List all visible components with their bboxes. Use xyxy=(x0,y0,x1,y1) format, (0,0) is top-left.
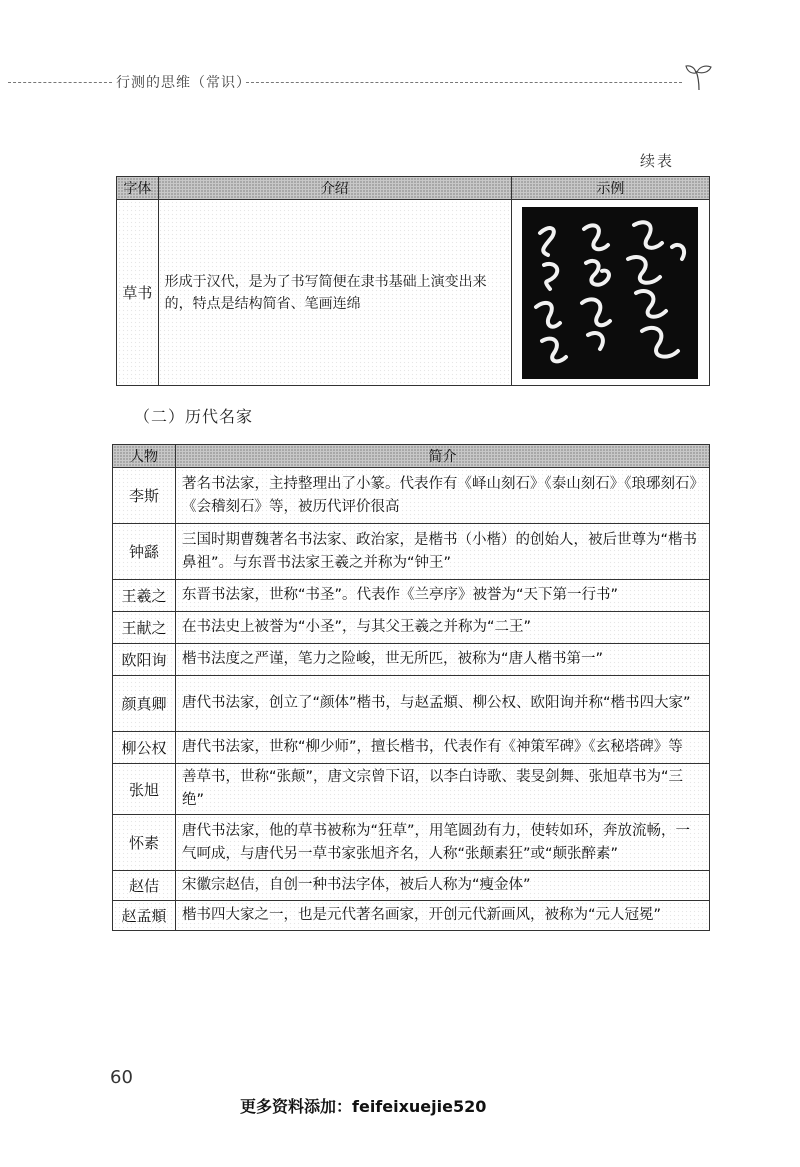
person-name: 赵佶 xyxy=(113,871,176,901)
example-cell xyxy=(511,200,709,386)
script-type-table xyxy=(116,176,710,386)
script-intro: 形成于汉代，是为了书写简便在隶书基础上演变出来的，特点是结构简省、笔画连绵 xyxy=(158,200,511,386)
table-row xyxy=(113,676,710,732)
footer-note: 更多资料添加：feifeixuejie520 xyxy=(240,1097,487,1116)
section-title: （二）历代名家 xyxy=(134,407,254,426)
column-header-script: 字体 xyxy=(117,177,159,200)
person-bio: 宋徽宗赵佶，自创一种书法字体，被后人称为“瘦金体” xyxy=(176,871,710,901)
table-row xyxy=(113,901,710,931)
table-header-row xyxy=(117,177,710,200)
running-header xyxy=(0,64,800,104)
person-bio: 楷书法度之严谨，笔力之险峻，世无所匹，被称为“唐人楷书第一” xyxy=(176,644,710,676)
person-bio: 唐代书法家，世称“柳少师”，擅长楷书，代表作有《神策军碑》《玄秘塔碑》等 xyxy=(176,732,710,764)
person-name: 颜真卿 xyxy=(113,676,176,732)
table-row xyxy=(113,580,710,612)
person-name: 柳公权 xyxy=(113,732,176,764)
table-header-row xyxy=(113,445,710,468)
page-number: 60 xyxy=(110,1067,133,1088)
person-name: 李斯 xyxy=(113,468,176,524)
sprout-icon xyxy=(684,62,714,92)
table-row xyxy=(113,764,710,815)
person-bio: 东晋书法家，世称“书圣”。代表作《兰亭序》被誉为“天下第一行书” xyxy=(176,580,710,612)
column-header-bio: 简介 xyxy=(176,445,710,468)
calligraphers-table xyxy=(112,444,710,931)
person-name: 赵孟頫 xyxy=(113,901,176,931)
person-name: 王羲之 xyxy=(113,580,176,612)
person-name: 钟繇 xyxy=(113,524,176,580)
person-bio: 唐代书法家，他的草书被称为“狂草”，用笔圆劲有力，使转如环，奔放流畅，一气呵成，与唐代另一草书家张旭齐名，人称“张颠素狂”或“颠张醉素” xyxy=(176,815,710,871)
table-row xyxy=(113,468,710,524)
person-bio: 三国时期曹魏著名书法家、政治家，是楷书（小楷）的创始人，被后世尊为“楷书鼻祖”。与东晋书法家王羲之并称为“钟王” xyxy=(176,524,710,580)
script-name: 草书 xyxy=(117,200,159,386)
column-header-intro: 介绍 xyxy=(158,177,511,200)
person-name: 欧阳询 xyxy=(113,644,176,676)
table-row xyxy=(117,200,710,386)
continued-table-label: 续表 xyxy=(640,152,675,170)
table-row xyxy=(113,732,710,764)
person-bio: 善草书，世称“张颠”，唐文宗曾下诏，以李白诗歌、裴旻剑舞、张旭草书为“三绝” xyxy=(176,764,710,815)
person-name: 王献之 xyxy=(113,612,176,644)
person-bio: 唐代书法家，创立了“颜体”楷书，与赵孟頫、柳公权、欧阳询并称“楷书四大家” xyxy=(176,676,710,732)
header-title: 行测的思维（常识） xyxy=(116,75,251,91)
cursive-calligraphy-sample-image xyxy=(522,207,698,379)
person-bio: 在书法史上被誉为“小圣”，与其父王羲之并称为“二王” xyxy=(176,612,710,644)
table-row xyxy=(113,644,710,676)
table-row xyxy=(113,815,710,871)
person-name: 张旭 xyxy=(113,764,176,815)
person-name: 怀素 xyxy=(113,815,176,871)
column-header-example: 示例 xyxy=(511,177,709,200)
header-rule-right xyxy=(246,82,682,83)
table-row xyxy=(113,612,710,644)
header-rule-left xyxy=(8,82,112,83)
person-bio: 著名书法家，主持整理出了小篆。代表作有《峄山刻石》《泰山刻石》《琅琊刻石》《会稽刻石》等，被历代评价很高 xyxy=(176,468,710,524)
column-header-person: 人物 xyxy=(113,445,176,468)
table-row xyxy=(113,524,710,580)
table-row xyxy=(113,871,710,901)
person-bio: 楷书四大家之一，也是元代著名画家，开创元代新画风，被称为“元人冠冕” xyxy=(176,901,710,931)
